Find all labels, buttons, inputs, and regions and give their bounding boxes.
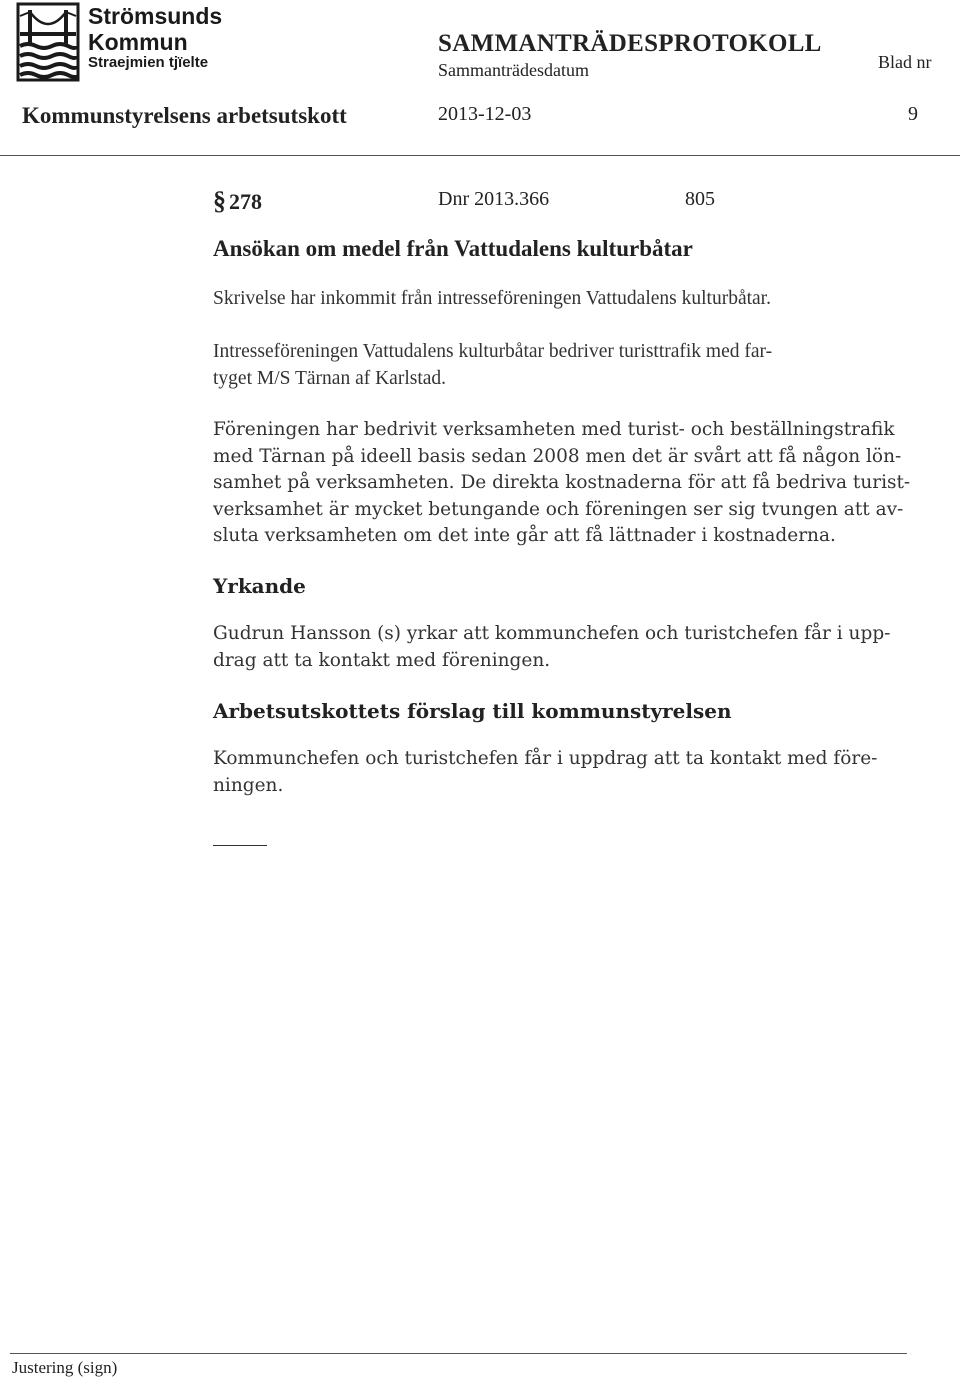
paragraph-line: med Tärnan på ideell basis sedan 2008 men det är svårt att få någon lön- [213,445,902,467]
meeting-date-label: Sammanträdesdatum [438,60,589,80]
classification-code: 805 [685,188,715,210]
paragraph-line: Föreningen har bedrivit verksamheten med turist- och beställningstrafik [213,419,895,440]
logo-text-line2: Kommun [88,29,188,55]
logo-text-line3: Straejmien tjïelte [88,54,209,71]
section-end-divider [213,845,267,846]
paragraph-2 [213,339,913,392]
registry-number: Dnr 2013.366 [438,188,550,210]
footer-divider [10,1353,907,1354]
paragraph-3 [213,417,913,550]
proposal-heading: Arbetsutskottets förslag till kommunstyrelsen [213,699,732,723]
paragraph-line: samhet på verksamheten. De direkta kostnaderna för att få bedriva turist- [213,472,911,493]
logo-text-line1: Strömsunds [88,3,223,29]
paragraph-line: tyget M/S Tärnan af Karlstad. [213,367,447,389]
paragraph-line: ningen. [213,774,284,796]
paragraph-5 [213,746,913,799]
paragraph-line: Kommunchefen och turistchefen får i uppdrag att ta kontakt med före- [213,748,878,769]
paragraph-line: Intresseföreningen Vattudalens kulturbåtar bedriver turisttrafik med far- [213,341,773,362]
paragraph-line: Skrivelse har inkommit från intresseföreningen Vattudalens kulturbåtar. [213,288,771,309]
section-sign: § [213,186,226,215]
paragraph-line: sluta verksamheten om det inte går att få lättnader i kostnaderna. [213,525,836,546]
header-divider [0,155,960,156]
page-number-label: Blad nr [878,52,932,72]
municipality-logo [16,2,223,82]
claim-heading: Yrkande [213,574,306,598]
item-title: Ansökan om medel från Vattudalens kulturbåtar [213,236,693,261]
signature-label: Justering (sign) [12,1358,118,1377]
paragraph-line: Gudrun Hansson (s) yrkar att kommunchefen och turistchefen får i upp- [213,623,891,644]
meeting-date: 2013-12-03 [438,103,532,125]
committee-name: Kommunstyrelsens arbetsutskott [22,103,347,128]
page-number: 9 [908,103,918,125]
section-heading [213,186,262,216]
bridge-emblem-icon [16,2,82,82]
paragraph-1 [213,286,913,313]
paragraph-line: verksamhet är mycket betungande och föreningen ser sig tvungen att av- [213,498,904,520]
section-number: 278 [229,189,262,214]
paragraph-4 [213,621,913,674]
paragraph-line: drag att ta kontakt med föreningen. [213,649,551,671]
document-title: SAMMANTRÄDESPROTOKOLL [438,30,822,57]
